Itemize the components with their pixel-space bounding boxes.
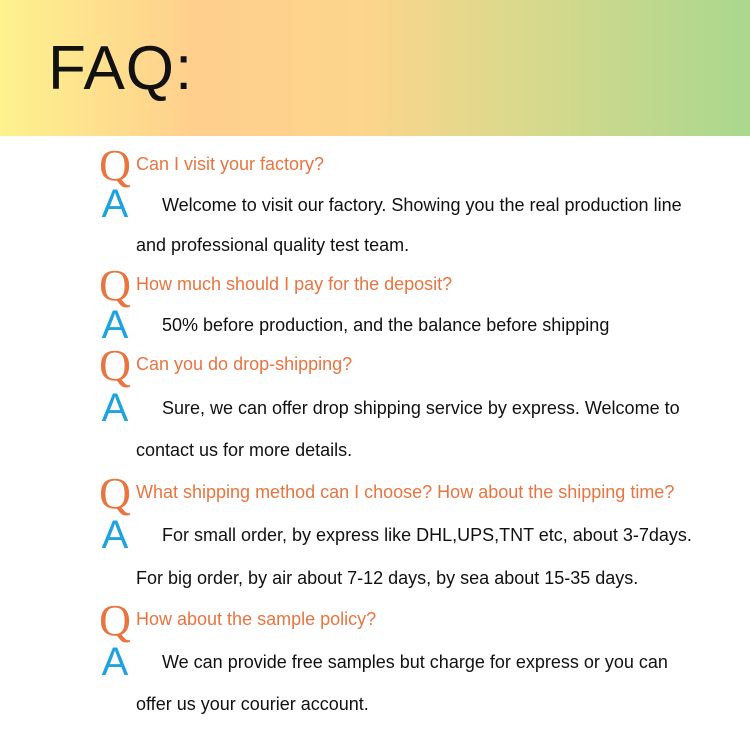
- page-title: FAQ:: [48, 34, 194, 103]
- faq-question-1: Can I visit your factory?: [136, 154, 325, 174]
- faq-answer-4-line-2: For big order, by air about 7-12 days, by sea about 15-35 days.: [136, 568, 639, 588]
- faq-answer-5-line-2: offer us your courier account.: [136, 694, 369, 714]
- question-mark-icon: Q: [99, 596, 131, 645]
- faq-answer-2-line-1: 50% before production, and the balance before shipping: [162, 315, 610, 335]
- faq-answer-3-line-2: contact us for more details.: [136, 440, 353, 460]
- answer-mark-icon: A: [101, 640, 129, 684]
- question-mark-icon: Q: [99, 261, 131, 310]
- answer-mark-icon: A: [101, 386, 129, 430]
- faq-answer-5-line-1: We can provide free samples but charge for express or you can: [162, 652, 668, 672]
- answer-mark-icon: A: [101, 182, 129, 226]
- question-mark-icon: Q: [99, 469, 131, 518]
- faq-answer-4-line-1: For small order, by express like DHL,UPS,TNT etc, about 3-7days.: [162, 525, 692, 545]
- answer-mark-icon: A: [101, 513, 129, 557]
- question-mark-icon: Q: [99, 141, 131, 190]
- question-mark-icon: Q: [99, 341, 131, 390]
- answer-mark-icon: A: [101, 303, 129, 347]
- faq-question-3: Can you do drop-shipping?: [136, 354, 353, 374]
- faq-answer-1-line-1: Welcome to visit our factory. Showing you the real production line: [162, 195, 682, 215]
- faq-question-4: What shipping method can I choose? How about the shipping time?: [136, 482, 675, 502]
- faq-answer-1-line-2: and professional quality test team.: [136, 235, 410, 255]
- faq-question-2: How much should I pay for the deposit?: [136, 274, 453, 294]
- faq-question-5: How about the sample policy?: [136, 609, 377, 629]
- faq-answer-3-line-1: Sure, we can offer drop shipping service by express. Welcome to: [162, 398, 680, 418]
